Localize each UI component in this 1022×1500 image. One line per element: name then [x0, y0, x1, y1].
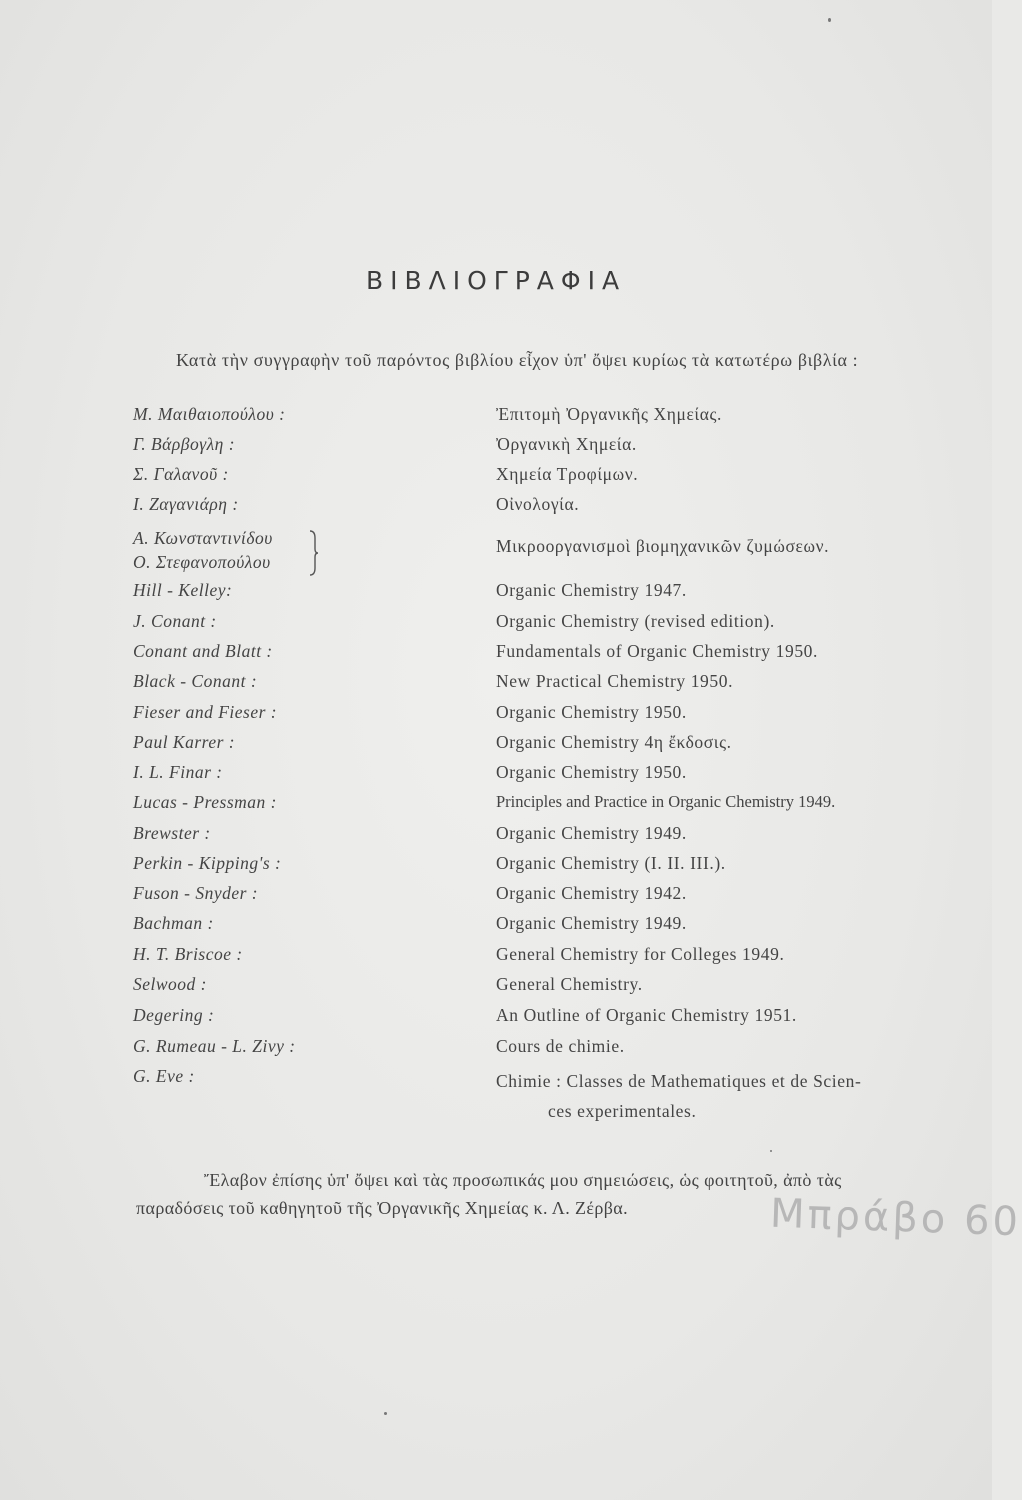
entry-author: Bachman :: [133, 913, 214, 933]
entry-author: Lucas - Pressman :: [133, 792, 277, 812]
footer-line-2: παραδόσεις τοῦ καθηγητοῦ τῆς Ὀργανικῆς Χημείας κ. Λ. Ζέρβα.: [136, 1198, 629, 1218]
bibliography-row: [0, 792, 992, 818]
entry-author: Γ. Βάρβογλη :: [133, 434, 236, 454]
bibliography-row: [0, 611, 992, 637]
bibliography-row: [0, 528, 992, 554]
entry-work: Organic Chemistry (I. II. III.).: [496, 853, 726, 873]
bibliography-row: [0, 404, 992, 430]
entry-work: Organic Chemistry 1950.: [496, 762, 687, 782]
intro-text: Κατὰ τὴν συγγραφὴν τοῦ παρόντος βιβλίου εἶχον ὑπ' ὄψει κυρίως τὰ κατωτέρω βιβλία :: [176, 350, 859, 370]
entry-work: Principles and Practice in Organic Chemistry 1949.: [496, 792, 836, 811]
bibliography-row: [0, 641, 992, 667]
entry-author: G. Rumeau - L. Zivy :: [133, 1036, 296, 1056]
entry-work: Organic Chemistry 1949.: [496, 823, 687, 843]
entry-author: G. Eve :: [133, 1066, 195, 1086]
bibliography-row: [0, 464, 992, 490]
entry-author: Brewster :: [133, 823, 211, 843]
entry-work-continuation: ces experimentales.: [548, 1101, 697, 1121]
entry-author: Conant and Blatt :: [133, 641, 273, 661]
bibliography-row: [0, 853, 992, 879]
entry-work: Organic Chemistry 1942.: [496, 883, 687, 903]
bibliography-row: [0, 913, 992, 939]
bibliography-row: [0, 883, 992, 909]
entry-work: Cours de chimie.: [496, 1036, 625, 1056]
bibliography-row: [0, 494, 992, 520]
bibliography-row: [0, 762, 992, 788]
bibliography-row: [0, 1066, 992, 1126]
footer-line-1: Ἔλαβον ἐπίσης ὑπ' ὄψει καὶ τὰς προσωπικάς μου σημειώσεις, ὡς φοιτητοῦ, ἀπὸ τὰς: [204, 1170, 842, 1190]
entry-author: Hill - Kelley:: [133, 580, 233, 600]
bibliography-row: [0, 1036, 992, 1062]
entry-author: Perkin - Kipping's :: [133, 853, 282, 873]
right-brace-icon: [309, 530, 319, 576]
entry-author: H. T. Briscoe :: [133, 944, 243, 964]
bibliography-row: [0, 552, 992, 578]
ink-speck: [770, 1150, 772, 1152]
handwritten-note: Μπράβο 60: [769, 1190, 1022, 1246]
entry-author: Σ. Γαλανοῦ :: [133, 464, 229, 484]
bibliography-row: [0, 434, 992, 460]
entry-work: Organic Chemistry 4η ἔκδοσις.: [496, 732, 732, 752]
bibliography-row: [0, 1005, 992, 1031]
entry-work: New Practical Chemistry 1950.: [496, 671, 734, 691]
bibliography-row: [0, 974, 992, 1000]
entry-author: I. L. Finar :: [133, 762, 223, 782]
entry-work-line: Chimie : Classes de Mathematiques et de Scien-: [496, 1071, 862, 1091]
entry-work: Fundamentals of Organic Chemistry 1950.: [496, 641, 818, 661]
bibliography-row: [0, 823, 992, 849]
ink-speck: [384, 1412, 387, 1415]
bibliography-row: [0, 580, 992, 606]
entry-work: Χημεία Τροφίμων.: [496, 464, 639, 484]
entry-author: Degering :: [133, 1005, 215, 1025]
bibliography-row: [0, 944, 992, 970]
entry-work: Ἐπιτομὴ Ὀργανικῆς Χημείας.: [496, 404, 723, 424]
entry-author: Fieser and Fieser :: [133, 702, 278, 722]
entry-author: Α. Κωνσταντινίδου: [133, 528, 273, 548]
entry-work: Organic Chemistry 1947.: [496, 580, 687, 600]
entry-work: Organic Chemistry (revised edition).: [496, 611, 775, 631]
entry-author: Paul Karrer :: [133, 732, 236, 752]
bibliography-row: [0, 671, 992, 697]
entry-work: Organic Chemistry 1949.: [496, 913, 687, 933]
entry-author: Selwood :: [133, 974, 208, 994]
entry-author: Μ. Μαιθαιοπούλου :: [133, 404, 286, 424]
bibliography-row: [0, 732, 992, 758]
entry-work: An Outline of Organic Chemistry 1951.: [496, 1005, 797, 1025]
entry-work: Ὀργανικὴ Χημεία.: [496, 434, 637, 454]
entry-work: General Chemistry for Colleges 1949.: [496, 944, 785, 964]
ink-speck: [828, 18, 831, 22]
entry-author: Ο. Στεφανοπούλου: [133, 552, 271, 572]
entry-author: Fuson - Snyder :: [133, 883, 259, 903]
entry-author: J. Conant :: [133, 611, 217, 631]
entry-work: Μικροοργανισμοὶ βιομηχανικῶν ζυμώσεων.: [496, 536, 830, 556]
entry-work: Οἰνολογία.: [496, 494, 580, 514]
entry-author: Black - Conant :: [133, 671, 258, 691]
entry-work: Organic Chemistry 1950.: [496, 702, 687, 722]
bibliography-row: [0, 702, 992, 728]
entry-author: Ι. Ζαγανιάρη :: [133, 494, 239, 514]
page-title: ΒΙΒΛΙΟΓΡΑΦΙΑ: [365, 266, 627, 295]
entry-work: General Chemistry.: [496, 974, 643, 994]
entry-work: [496, 1066, 986, 1126]
